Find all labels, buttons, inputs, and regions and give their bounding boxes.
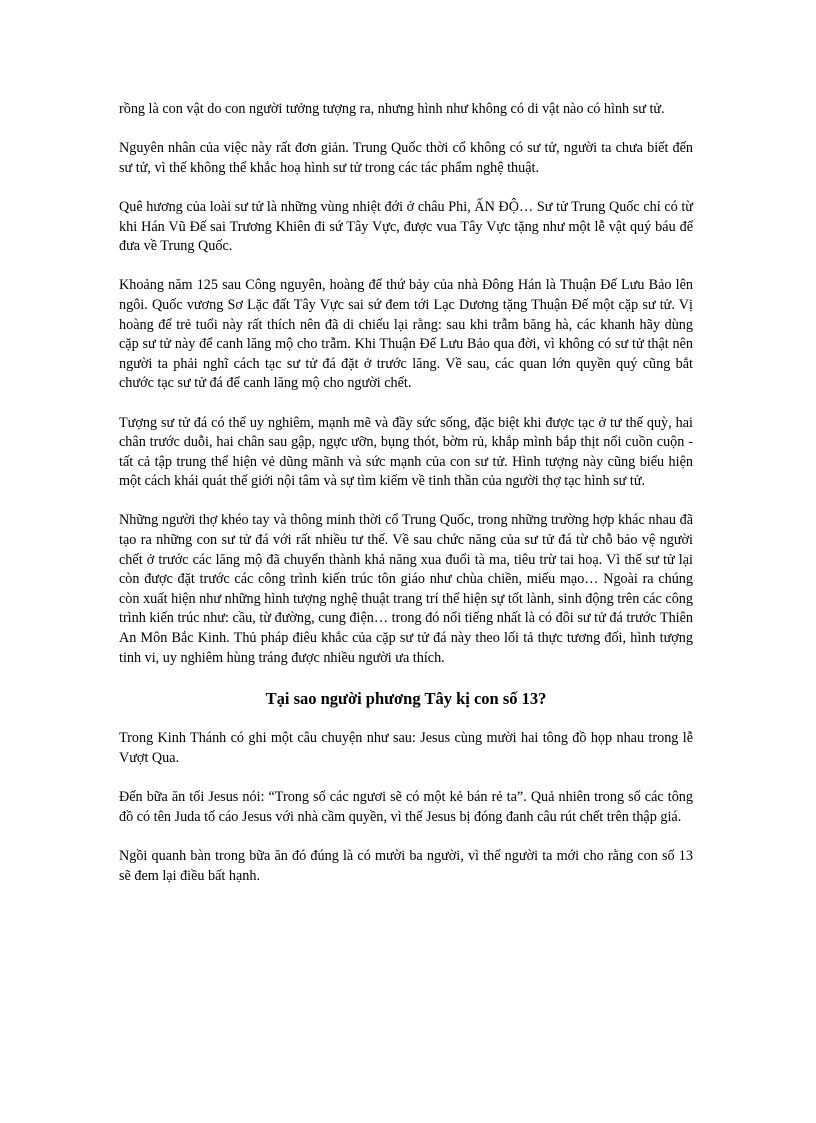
- paragraph-lion-homeland: Quê hương của loài sư tử là những vùng nhiệt đới ở châu Phi, ẤN ĐỘ… Sư tử Trung Quốc chỉ có từ khi Hán Vũ Đế sai Trương Khiên đi sứ Tây Vực, được vua Tây Vực tặng như một lễ vật quý báu để đưa về Trung Quốc.: [119, 198, 693, 255]
- paragraph-lion-origin-intro: rồng là con vật do con người tưởng tượng ra, nhưng hình như không có di vật nào có hình sư tử.: [119, 101, 665, 117]
- paragraph-last-supper: Đến bữa ăn tối Jesus nói: “Trong số các ngươi sẽ có một kẻ bán rẻ ta”. Quả nhiên trong số các tông đồ có tên Juda tố cáo Jesus với nhà cầm quyền, vì thế Jesus bị đóng đanh câu rút chết trên thập giá.: [119, 789, 693, 825]
- paragraph-thirteen: Ngồi quanh bàn trong bữa ăn đó đúng là có mười ba người, vì thế người ta mới cho rằng con số 13 sẽ đem lại điều bất hạnh.: [119, 847, 693, 884]
- paragraph-bible-story: Trong Kinh Thánh có ghi một câu chuyện như sau: Jesus cùng mười hai tông đồ họp nhau trong lễ Vượt Qua.: [119, 730, 693, 766]
- section-heading: Tại sao người phương Tây kị con số 13?: [265, 688, 547, 708]
- paragraph-lion-history: Khoảng năm 125 sau Công nguyên, hoàng đế thứ bảy của nhà Đông Hán là Thuận Đế Lưu Bảo lên ngôi. Quốc vương Sơ Lặc đất Tây Vực sai sứ đem tới Lạc Dương tặng Thuận Đế một cặp sư tử. Vị hoàng đế trẻ tuổi này rất thích nên đã di chiếu lại rằng: sau khi trẫm băng hà, các khanh hãy dùng cặp sư tử này để canh lăng mộ cho trẫm. Khi Thuận Đế Lưu Bảo qua đời, vì không có sư tử thật nên người ta phải nghĩ cách tạc sư tử đá đặt ở trước lăng. Về sau, các quan lớn quyền quý cũng bắt chước tạc sư tử đá để canh lăng mộ cho người chết.: [119, 277, 693, 392]
- paragraph-lion-craftsmen: Những người thợ khéo tay và thông minh thời cổ Trung Quốc, trong những trường hợp khác nhau đã tạo ra những con sư tử đá với rất nhiều tư thế. Về sau chức năng của sư tử đá từ chỗ bảo vệ người chết ở trước các lăng mộ đã chuyển thành khả năng xua đuổi tà ma, tiêu trừ tai hoạ. Vì thế sư tử lại còn được đặt trước các công trình kiến trúc tôn giáo như chùa chiền, miếu mạo… Ngoài ra chúng còn xuất hiện như những hình tượng nghệ thuật trang trí thể hiện sự tốt lành, sinh động trên các công trình kiến trúc như: cầu, từ đường, cung điện… trong đó nổi tiếng nhất là có đôi sư tử đá trước Thiên An Môn Bắc Kinh. Thủ pháp điêu khắc của cặp sư tử đá này theo lối tả thực tương đối, hình tượng tinh vi, uy nghiêm hùng tráng được nhiều người ưa thích.: [119, 512, 693, 666]
- paragraph-lion-statue: Tượng sư tử đá có thể uy nghiêm, mạnh mẽ và đầy sức sống, đặc biệt khi được tạc ở tư thế quỳ, hai chân trước duỗi, hai chân sau gập, ngực ưỡn, bụng thót, bờm rủ, khắp mình bắp thịt nổi cuồn cuộn - tất cả tập trung thể hiện vẻ dũng mãnh và sức mạnh của con sư tử. Hình tượng này cũng biểu hiện một cách khái quát thế giới nội tâm và sự tìm kiếm về tinh thần của người thợ tạc hình sư tử.: [119, 414, 693, 490]
- document-page: [119, 100, 693, 906]
- paragraph-lion-reason: Nguyên nhân của việc này rất đơn giản. Trung Quốc thời cổ không có sư tử, người ta chưa biết đến sư tử, vì thế không thể khắc hoạ hình sư tử trong các tác phẩm nghệ thuật.: [119, 140, 693, 176]
